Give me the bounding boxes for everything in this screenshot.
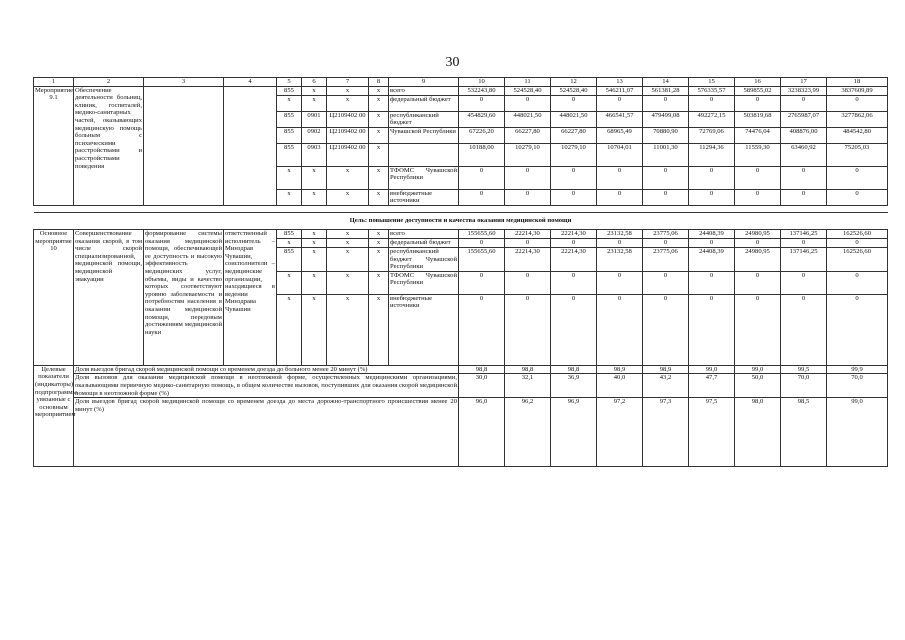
value-cell: 0 <box>505 238 551 247</box>
header-cell: 10 <box>459 78 505 87</box>
budget-code-cell: х <box>277 166 302 189</box>
value-cell: 0 <box>459 166 505 189</box>
target-row <box>34 398 888 467</box>
value-cell: 503819,68 <box>735 111 781 127</box>
budget-code-cell: х <box>327 271 369 294</box>
value-cell: 576335,57 <box>689 86 735 95</box>
budget-code-cell: х <box>277 294 302 365</box>
event-description-cell: Обеспечение деятельности больниц, клиник, госпиталей, медико-санитарных частей, оказывающих медицинскую помощь больным с психическими расстройствами и расстройствами поведения <box>74 86 144 205</box>
table-row <box>34 86 888 95</box>
budget-code-cell: 0902 <box>302 127 327 143</box>
header-cell: 14 <box>643 78 689 87</box>
value-cell: 0 <box>781 294 827 365</box>
value-cell: 67226,20 <box>459 127 505 143</box>
budget-code-cell: х <box>277 95 302 111</box>
value-cell: 0 <box>597 166 643 189</box>
funding-source-cell: всего <box>389 229 459 238</box>
target-value-cell: 50,0 <box>735 374 781 398</box>
funding-source-cell: республиканский бюджет <box>389 111 459 127</box>
funding-source-cell: Чувашской Республики <box>389 127 459 143</box>
budget-code-cell: х <box>327 238 369 247</box>
value-cell: 22214,30 <box>505 247 551 271</box>
task-cell <box>144 86 224 205</box>
header-cell: 18 <box>827 78 888 87</box>
event-name-cell: Основное мероприятие 10 <box>34 229 74 365</box>
budget-table <box>33 77 888 467</box>
budget-code-cell: 855 <box>277 229 302 238</box>
budget-code-cell: х <box>369 111 389 127</box>
target-row <box>34 365 888 374</box>
value-cell: 24980,95 <box>735 247 781 271</box>
budget-code-cell: 855 <box>277 127 302 143</box>
value-cell: 0 <box>781 238 827 247</box>
target-value-cell: 70,0 <box>827 374 888 398</box>
value-cell: 0 <box>597 95 643 111</box>
header-cell: 2 <box>74 78 144 87</box>
value-cell: 532243,80 <box>459 86 505 95</box>
value-cell: 0 <box>735 294 781 365</box>
budget-code-cell: х <box>369 238 389 247</box>
value-cell: 0 <box>781 271 827 294</box>
goal-row <box>34 205 888 212</box>
value-cell: 0 <box>735 271 781 294</box>
header-cell: 17 <box>781 78 827 87</box>
value-cell: 11559,30 <box>735 143 781 166</box>
value-cell: 11294,36 <box>689 143 735 166</box>
target-value-cell: 98,5 <box>781 398 827 467</box>
value-cell: 0 <box>781 189 827 205</box>
target-value-cell: 30,0 <box>459 374 505 398</box>
value-cell: 0 <box>781 166 827 189</box>
budget-code-cell: х <box>302 189 327 205</box>
budget-code-cell: х <box>327 86 369 95</box>
value-cell: 589855,02 <box>735 86 781 95</box>
value-cell: 0 <box>643 238 689 247</box>
task-cell: формирование системы оказания медицинской помощи, обеспечивающей ее доступность и высокую эффективность медицинских услуг, объемы, виды и качество которых соответствуют уровню заболеваемости и потребностям населения в оказании медицинской помощи, передовым достижениям медицинской науки <box>144 229 224 365</box>
target-text-cell: Доля выездов бригад скорой медицинской помощи со временем доезда до места дорожно-транспортного происшествия менее 20 минут (%) <box>74 398 459 467</box>
value-cell: 0 <box>827 238 888 247</box>
target-value-cell: 98,9 <box>597 365 643 374</box>
value-cell: 0 <box>689 238 735 247</box>
value-cell: 0 <box>643 95 689 111</box>
page-number: 30 <box>445 55 460 70</box>
goal-text: Цель: повышение доступности и качества оказания медицинской помощи <box>34 212 888 229</box>
budget-code-cell: х <box>369 143 389 166</box>
responsible-cell: ответственный исполнитель – Минздрав Чувашии, соисполнители – медицинские организации, находящиеся в ведении Минздрава Чувашии <box>224 229 277 365</box>
target-value-cell: 96,2 <box>505 398 551 467</box>
target-text-cell: Доля вызовов для оказания медицинской помощи в неотложной форме, осуществленных медицинскими организациями, оказывающими первичную медико-санитарную помощь, в общем количестве вызовов, поступивших для оказания скорой медицинской помощи в неотложной форме (%) <box>75 374 457 397</box>
value-cell: 0 <box>551 189 597 205</box>
value-cell: 0 <box>505 294 551 365</box>
value-cell: 10188,00 <box>459 143 505 166</box>
budget-code-cell: х <box>327 247 369 271</box>
value-cell: 546211,07 <box>597 86 643 95</box>
header-cell: 7 <box>327 78 369 87</box>
header-cell: 5 <box>277 78 302 87</box>
value-cell: 70880,90 <box>643 127 689 143</box>
value-cell: 3837609,89 <box>827 86 888 95</box>
value-cell: 0 <box>643 271 689 294</box>
budget-code-cell: Ц2109402 00 <box>327 111 369 127</box>
budget-code-cell: х <box>369 294 389 365</box>
value-cell: 66227,80 <box>505 127 551 143</box>
value-cell: 74476,04 <box>735 127 781 143</box>
target-value-cell: 96,9 <box>551 398 597 467</box>
budget-code-cell: х <box>302 247 327 271</box>
table-row <box>34 229 888 238</box>
funding-source-cell: ТФОМС Чувашской Республики <box>389 166 459 189</box>
budget-code-cell: х <box>302 95 327 111</box>
value-cell: 0 <box>689 95 735 111</box>
value-cell: 3238323,99 <box>781 86 827 95</box>
value-cell: 0 <box>827 189 888 205</box>
header-cell: 3 <box>144 78 224 87</box>
budget-code-cell: х <box>302 166 327 189</box>
target-value-cell: 98,9 <box>643 365 689 374</box>
goal-row <box>34 212 888 229</box>
value-cell: 0 <box>781 95 827 111</box>
value-cell: 0 <box>505 271 551 294</box>
target-row <box>34 374 888 398</box>
value-cell: 23775,06 <box>643 247 689 271</box>
budget-code-cell: х <box>302 294 327 365</box>
value-cell: 0 <box>735 95 781 111</box>
target-value-cell: 98,0 <box>735 398 781 467</box>
value-cell: 0 <box>597 189 643 205</box>
budget-code-cell: 855 <box>277 86 302 95</box>
value-cell: 3277862,06 <box>827 111 888 127</box>
value-cell: 2765987,07 <box>781 111 827 127</box>
value-cell: 75205,03 <box>827 143 888 166</box>
budget-code-cell: Ц2109402 00 <box>327 143 369 166</box>
value-cell: 448021,50 <box>551 111 597 127</box>
target-value-cell: 99,5 <box>781 365 827 374</box>
header-cell: 11 <box>505 78 551 87</box>
value-cell: 0 <box>643 294 689 365</box>
funding-source-cell: республиканский бюджет Чувашской Республики <box>390 247 457 271</box>
value-cell: 0 <box>459 271 505 294</box>
target-value-cell: 97,2 <box>597 398 643 467</box>
header-cell: 8 <box>369 78 389 87</box>
target-value-cell: 99,0 <box>735 365 781 374</box>
budget-code-cell: 0903 <box>302 143 327 166</box>
target-value-cell: 47,7 <box>689 374 735 398</box>
target-value-cell: 99,9 <box>827 365 888 374</box>
value-cell: 162526,60 <box>827 247 888 271</box>
budget-code-cell: 855 <box>277 247 302 271</box>
targets-label-cell: Целевые показатели (индикаторы) подпрограммы, увязанные с основным мероприятием <box>34 365 74 466</box>
target-value-cell: 97,5 <box>689 398 735 467</box>
value-cell: 23132,58 <box>597 229 643 238</box>
target-value-cell: 70,0 <box>781 374 827 398</box>
budget-code-cell: х <box>369 86 389 95</box>
value-cell: 0 <box>689 189 735 205</box>
value-cell: 0 <box>505 166 551 189</box>
funding-source-cell: всего <box>389 86 459 95</box>
value-cell: 24408,39 <box>689 229 735 238</box>
funding-source-cell <box>389 143 459 166</box>
value-cell: 0 <box>551 166 597 189</box>
target-text-cell: Доля выездов бригад скорой медицинской помощи со временем доезда до больного менее 20 минут (%) <box>74 365 459 374</box>
budget-code-cell: х <box>369 271 389 294</box>
value-cell: 24408,39 <box>689 247 735 271</box>
header-cell: 16 <box>735 78 781 87</box>
value-cell: 68965,49 <box>597 127 643 143</box>
funding-source-cell: внебюджетные источники <box>389 294 459 365</box>
value-cell: 72769,06 <box>689 127 735 143</box>
budget-code-cell: х <box>369 166 389 189</box>
value-cell: 10704,01 <box>597 143 643 166</box>
value-cell: 10279,10 <box>505 143 551 166</box>
value-cell: 524528,40 <box>551 86 597 95</box>
target-value-cell: 98,8 <box>551 365 597 374</box>
target-value-cell: 96,0 <box>459 398 505 467</box>
value-cell: 0 <box>459 238 505 247</box>
value-cell: 137146,25 <box>781 229 827 238</box>
value-cell: 484542,80 <box>827 127 888 143</box>
value-cell: 0 <box>827 271 888 294</box>
budget-code-cell: х <box>369 247 389 271</box>
value-cell: 0 <box>827 95 888 111</box>
value-cell: 0 <box>459 95 505 111</box>
budget-code-cell: х <box>327 95 369 111</box>
header-cell: 4 <box>224 78 277 87</box>
value-cell: 0 <box>643 189 689 205</box>
value-cell: 561381,28 <box>643 86 689 95</box>
value-cell: 0 <box>459 189 505 205</box>
budget-code-cell: х <box>302 86 327 95</box>
header-cell: 1 <box>34 78 74 87</box>
value-cell: 10279,10 <box>551 143 597 166</box>
target-value-cell: 98,8 <box>505 365 551 374</box>
value-cell: 155655,60 <box>459 229 505 238</box>
value-cell: 0 <box>735 189 781 205</box>
value-cell: 11001,30 <box>643 143 689 166</box>
spacer-cell <box>34 205 888 212</box>
funding-source-cell: ТФОМС Чувашской Республики <box>389 271 459 294</box>
budget-code-cell: х <box>327 189 369 205</box>
header-cell: 13 <box>597 78 643 87</box>
value-cell: 524528,40 <box>505 86 551 95</box>
funding-source-cell: федеральный бюджет <box>389 95 459 111</box>
value-cell: 0 <box>505 95 551 111</box>
budget-code-cell: х <box>302 238 327 247</box>
value-cell: 492272,15 <box>689 111 735 127</box>
header-cell: 15 <box>689 78 735 87</box>
value-cell: 0 <box>551 294 597 365</box>
target-value-cell: 43,2 <box>643 374 689 398</box>
value-cell: 0 <box>505 189 551 205</box>
target-value-cell: 40,0 <box>597 374 643 398</box>
value-cell: 22214,30 <box>551 247 597 271</box>
value-cell: 0 <box>735 238 781 247</box>
target-value-cell: 97,3 <box>643 398 689 467</box>
funding-source-cell: внебюджетные источники <box>389 189 459 205</box>
budget-code-cell: х <box>369 189 389 205</box>
value-cell: 0 <box>827 294 888 365</box>
value-cell: 23132,58 <box>597 247 643 271</box>
target-value-cell: 32,1 <box>505 374 551 398</box>
value-cell: 0 <box>551 271 597 294</box>
target-value-cell: 99,0 <box>689 365 735 374</box>
budget-code-cell: х <box>277 238 302 247</box>
budget-code-cell: х <box>369 95 389 111</box>
value-cell: 454829,60 <box>459 111 505 127</box>
value-cell: 0 <box>689 294 735 365</box>
funding-source-cell: федеральный бюджет <box>389 238 459 247</box>
event-description-cell: Совершенствование оказания скорой, в том числе скорой специализированной, медицинской помощи, медицинской эвакуации <box>74 229 144 365</box>
budget-code-cell: 855 <box>277 111 302 127</box>
target-value-cell: 98,8 <box>459 365 505 374</box>
value-cell: 63460,92 <box>781 143 827 166</box>
value-cell: 0 <box>597 271 643 294</box>
value-cell: 162526,60 <box>827 229 888 238</box>
value-cell: 0 <box>459 294 505 365</box>
value-cell: 23775,06 <box>643 229 689 238</box>
budget-code-cell: 855 <box>277 143 302 166</box>
target-value-cell: 36,9 <box>551 374 597 398</box>
value-cell: 0 <box>551 95 597 111</box>
header-cell: 6 <box>302 78 327 87</box>
budget-code-cell: х <box>327 294 369 365</box>
budget-code-cell: х <box>302 271 327 294</box>
value-cell: 0 <box>597 294 643 365</box>
target-value-cell: 99,0 <box>827 398 888 467</box>
value-cell: 0 <box>597 238 643 247</box>
budget-code-cell: х <box>327 166 369 189</box>
budget-code-cell: х <box>369 127 389 143</box>
value-cell: 408876,00 <box>781 127 827 143</box>
value-cell: 155655,60 <box>459 247 505 271</box>
budget-code-cell: х <box>277 189 302 205</box>
budget-code-cell: х <box>327 229 369 238</box>
value-cell: 466541,57 <box>597 111 643 127</box>
value-cell: 0 <box>735 166 781 189</box>
header-cell: 9 <box>389 78 459 87</box>
header-cell: 12 <box>551 78 597 87</box>
value-cell: 0 <box>689 166 735 189</box>
value-cell: 24980,95 <box>735 229 781 238</box>
budget-code-cell: Ц2109402 00 <box>327 127 369 143</box>
value-cell: 22214,30 <box>551 229 597 238</box>
budget-code-cell: 0901 <box>302 111 327 127</box>
budget-code-cell: х <box>369 229 389 238</box>
value-cell: 137146,25 <box>781 247 827 271</box>
value-cell: 66227,80 <box>551 127 597 143</box>
header-row <box>34 78 888 87</box>
value-cell: 0 <box>551 238 597 247</box>
value-cell: 0 <box>827 166 888 189</box>
value-cell: 479499,08 <box>643 111 689 127</box>
value-cell: 0 <box>643 166 689 189</box>
value-cell: 448021,50 <box>505 111 551 127</box>
event-name-cell: Мероприятие 9.1 <box>34 86 74 205</box>
value-cell: 22214,30 <box>505 229 551 238</box>
value-cell: 0 <box>689 271 735 294</box>
budget-code-cell: х <box>277 271 302 294</box>
budget-code-cell: х <box>302 229 327 238</box>
responsible-cell <box>224 86 277 205</box>
